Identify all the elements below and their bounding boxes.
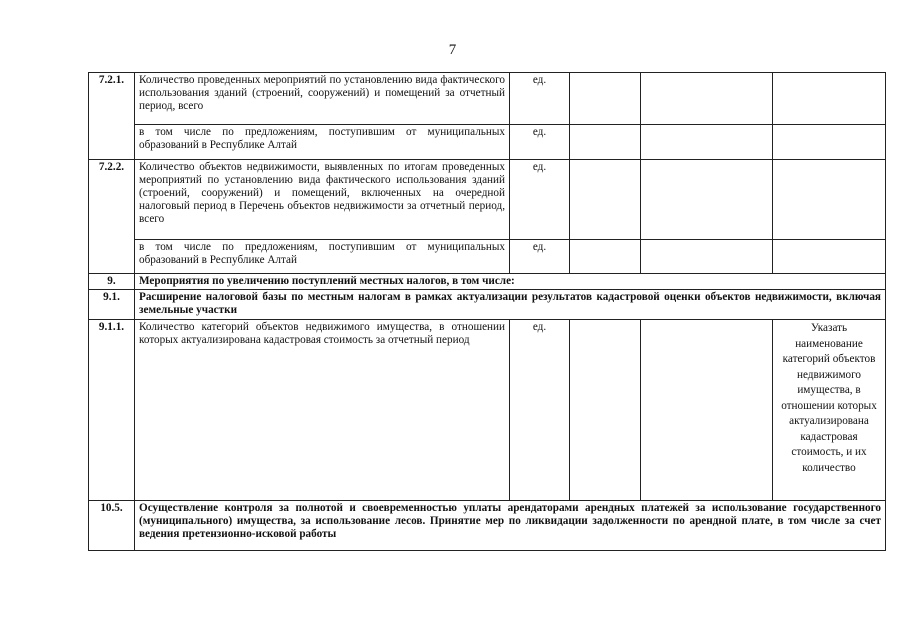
unit-cell: ед. (510, 240, 570, 274)
indicator-description: Количество объектов недвижимости, выявленных по итогам проведенных мероприятий по установлению вида фактического использования зданий (строений, сооружений) и помещений, включенных на очередной налоговый период в Перечень объектов недвижимости за отчетный период, всего (135, 160, 510, 240)
value-cell (570, 320, 641, 501)
table-row (89, 125, 886, 160)
section-heading: Расширение налоговой базы по местным налогам в рамках актуализации результатов кадастровой оценки объектов недвижимости, включая земельные участки (135, 290, 886, 320)
row-number: 9. (89, 274, 135, 290)
value-cell (570, 73, 641, 125)
row-number: 10.5. (89, 501, 135, 551)
value-cell (570, 160, 641, 240)
unit-cell: ед. (510, 320, 570, 501)
value-cell (641, 320, 773, 501)
note-cell (773, 160, 886, 240)
row-number: 9.1. (89, 290, 135, 320)
table-row (89, 320, 886, 501)
value-cell (570, 240, 641, 274)
row-number: 7.2.2. (89, 160, 135, 274)
row-number: 7.2.1. (89, 73, 135, 160)
table-row (89, 501, 886, 551)
value-cell (641, 160, 773, 240)
table-row (89, 274, 886, 290)
note-cell (773, 73, 886, 125)
value-cell (641, 125, 773, 160)
indicator-description: Количество категорий объектов недвижимого имущества, в отношении которых актуализирована кадастровая стоимость за отчетный период (135, 320, 510, 501)
table-row (89, 160, 886, 240)
indicators-table (88, 72, 886, 551)
value-cell (641, 73, 773, 125)
indicator-description: в том числе по предложениям, поступившим от муниципальных образований в Республике Алтай (135, 240, 510, 274)
unit-cell: ед. (510, 160, 570, 240)
note-cell (773, 125, 886, 160)
section-heading: Мероприятия по увеличению поступлений местных налогов, в том числе: (135, 274, 886, 290)
value-cell (641, 240, 773, 274)
value-cell (570, 125, 641, 160)
indicator-description: в том числе по предложениям, поступившим от муниципальных образований в Республике Алтай (135, 125, 510, 160)
table-row (89, 73, 886, 125)
page-number: 7 (448, 42, 457, 58)
table-row (89, 240, 886, 274)
note-cell (773, 240, 886, 274)
section-heading: Осуществление контроля за полнотой и своевременностью уплаты арендаторами арендных платежей за использование государственного (муниципального) имущества, за использование лесов. Принятие мер по ликвидации задолженности по арендной плате, в том числе за счет ведения претензионно-исковой работы (135, 501, 886, 551)
table-row (89, 290, 886, 320)
indicator-description: Количество проведенных мероприятий по установлению вида фактического использования зданий (строений, сооружений) и помещений за отчетный период, всего (135, 73, 510, 125)
unit-cell: ед. (510, 73, 570, 125)
unit-cell: ед. (510, 125, 570, 160)
note-cell: Указать наименование категорий объектов недвижимого имущества, в отношении которых актуализирована кадастровая стоимость, и их количество (773, 320, 886, 501)
row-number: 9.1.1. (89, 320, 135, 501)
